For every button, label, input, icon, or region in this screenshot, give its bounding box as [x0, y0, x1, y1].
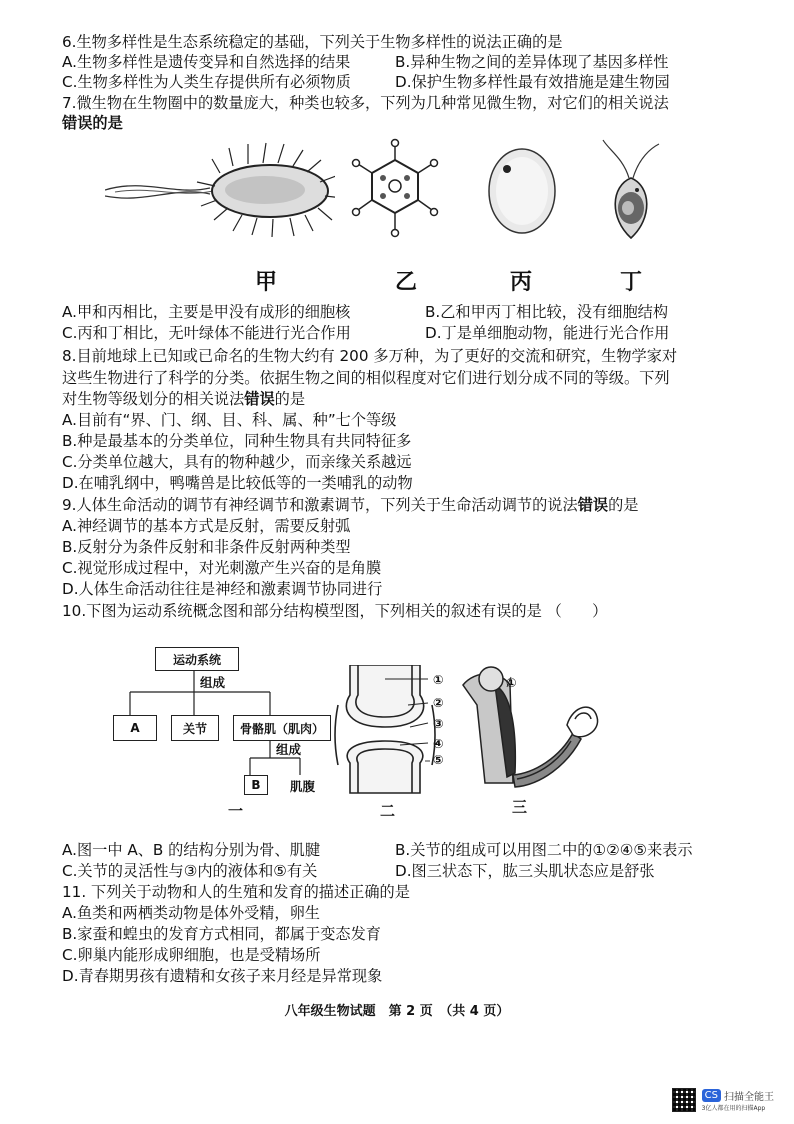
q11-option-c: C.卵巢内能形成卵细胞，也是受精场所 — [62, 946, 321, 964]
scanner-logo: CS — [702, 1089, 721, 1102]
qr-code-icon — [672, 1088, 696, 1112]
arm-muscle-figure — [455, 665, 605, 790]
concept-box-muscle: 骨骼肌（肌肉） — [233, 715, 331, 741]
q11-option-a: A.鱼类和两栖类动物是体外受精，卵生 — [62, 904, 320, 922]
yeast-cell-figure — [485, 145, 560, 237]
figure-label-bing: 丙 — [510, 270, 533, 295]
q10-stem: 10.下图为运动系统概念图和部分结构模型图，下列相关的叙述有误的是 （ ） — [62, 602, 608, 620]
knee-mark-4: ④ — [433, 736, 444, 751]
q8-option-b: B.种是最基本的分类单位，同种生物具有共同特征多 — [62, 432, 412, 450]
concept-box-b: B — [244, 775, 268, 795]
q6-option-b: B.异种生物之间的差异体现了基因多样性 — [395, 53, 669, 71]
q9-option-a: A.神经调节的基本方式是反射，需要反射弧 — [62, 517, 351, 535]
scanner-watermark — [672, 1088, 774, 1112]
q7-stem-line2: 错误的是 — [62, 114, 123, 132]
q10-option-d: D.图三状态下，肱三头肌状态应是舒张 — [395, 862, 655, 880]
bacterium-figure — [105, 138, 335, 238]
q7-option-a: A.甲和丙相比，主要是甲没有成形的细胞核 — [62, 303, 351, 321]
concept-compose-label-1: 组成 — [200, 675, 226, 690]
fig-label-three: 三 — [512, 798, 528, 816]
knee-mark-1: ① — [433, 672, 444, 687]
q11-stem: 11. 下列关于动物和人的生殖和发育的描述正确的是 — [62, 883, 410, 901]
q8-stem-line3: 对生物等级划分的相关说法错误的是 — [62, 390, 305, 408]
q8-option-d: D.在哺乳纲中，鸭嘴兽是比较低等的一类哺乳的动物 — [62, 474, 413, 492]
knee-mark-3: ③ — [433, 716, 444, 731]
q8-stem-line1: 8.目前地球上已知或已命名的生物大约有 200 多万种，为了更好的交流和研究，生物学家对 — [62, 347, 678, 365]
q6-option-a: A.生物多样性是遗传变异和自然选择的结果 — [62, 53, 351, 71]
q9-option-c: C.视觉形成过程中，对光刺激产生兴奋的是角膜 — [62, 559, 382, 577]
q8-option-c: C.分类单位越大，具有的物种越少，而亲缘关系越远 — [62, 453, 412, 471]
q7-option-b: B.乙和甲丙丁相比较，没有细胞结构 — [425, 303, 669, 321]
q10-option-b: B.关节的组成可以用图二中的①②④⑤来表示 — [395, 841, 693, 859]
q6-option-c: C.生物多样性为人类生存提供所有必须物质 — [62, 73, 351, 91]
knee-joint-figure — [330, 665, 440, 795]
q9-option-d: D.人体生命活动往往是神经和激素调节协同进行 — [62, 580, 383, 598]
knee-mark-5: ⑤ — [433, 752, 444, 767]
q7-stem-line1: 7.微生物在生物圈中的数量庞大，种类也较多，下列为几种常见微生物，对它们的相关说法 — [62, 94, 669, 112]
concept-box-joint: 关节 — [171, 715, 219, 741]
figure-label-jia: 甲 — [255, 270, 278, 295]
concept-compose-label-2: 组成 — [276, 742, 302, 757]
page-footer: 八年级生物试题 第 2 页 （共 4 页） — [284, 1004, 510, 1019]
q8-option-a: A.目前有“界、门、纲、目、科、属、种”七个等级 — [62, 411, 397, 429]
q6-option-d: D.保护生物多样性最有效措施是建生物园 — [395, 73, 670, 91]
q11-option-b: B.家蚕和蝗虫的发育方式相同，都属于变态发育 — [62, 925, 381, 943]
q10-option-a: A.图一中 A、B 的结构分别为骨、肌腱 — [62, 841, 321, 859]
q10-option-c: C.关节的灵活性与③内的液体和⑤有关 — [62, 862, 318, 880]
concept-box-a: A — [113, 715, 157, 741]
q6-stem: 6.生物多样性是生态系统稳定的基础，下列关于生物多样性的说法正确的是 — [62, 33, 563, 51]
virus-figure — [350, 138, 440, 238]
arm-mark-1: ① — [506, 675, 517, 690]
figure-label-ding: 丁 — [620, 270, 643, 295]
q9-option-b: B.反射分为条件反射和非条件反射两种类型 — [62, 538, 351, 556]
fig-label-one: 一 — [228, 802, 244, 820]
q8-stem-line2: 这些生物进行了科学的分类。依据生物之间的相似程度对它们进行划分成不同的等级。下列 — [62, 369, 670, 387]
concept-muscle-belly: 肌腹 — [290, 779, 316, 794]
fig-label-two: 二 — [380, 802, 396, 820]
concept-root-box: 运动系统 — [155, 647, 239, 671]
euglena-figure — [595, 138, 667, 243]
q7-option-d: D.丁是单细胞动物，能进行光合作用 — [425, 324, 670, 342]
figure-label-yi: 乙 — [395, 270, 418, 295]
knee-mark-2: ② — [433, 695, 444, 710]
q7-option-c: C.丙和丁相比，无叶绿体不能进行光合作用 — [62, 324, 351, 342]
q11-option-d: D.青春期男孩有遗精和女孩子来月经是异常现象 — [62, 967, 383, 985]
scanner-subtitle: 3亿人都在用的扫描App — [701, 1105, 766, 1112]
q9-stem: 9.人体生命活动的调节有神经调节和激素调节，下列关于生命活动调节的说法错误的是 — [62, 496, 639, 514]
scanner-name: 扫描全能王 — [724, 1092, 774, 1103]
